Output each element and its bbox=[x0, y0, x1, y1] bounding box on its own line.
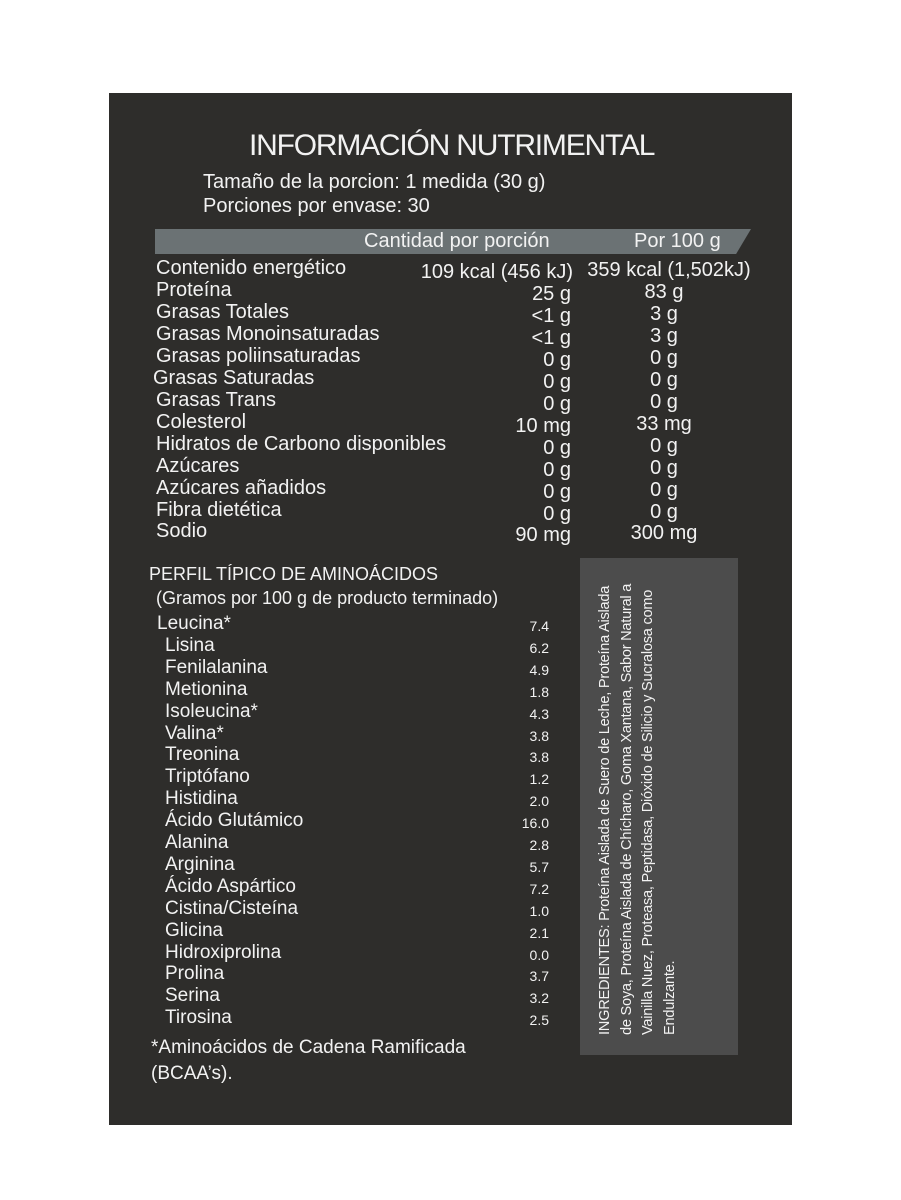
amino-value: 2.0 bbox=[529, 793, 549, 810]
nutrient-per-serving: 0 g bbox=[543, 503, 571, 525]
nutrient-per-serving: 0 g bbox=[543, 437, 571, 459]
serving-info bbox=[203, 170, 545, 218]
amino-name: Hidroxiprolina bbox=[165, 941, 282, 963]
nutrient-name: Contenido energético bbox=[156, 257, 347, 279]
nutrient-per-100g: 33 mg bbox=[636, 413, 692, 435]
nutrient-name: Sodio bbox=[156, 520, 208, 542]
nutrient-per-serving: 0 g bbox=[543, 481, 571, 503]
nutrient-per-100g: 0 g bbox=[650, 391, 678, 413]
amino-name: Serina bbox=[165, 985, 220, 1007]
amino-name: Arginina bbox=[165, 853, 235, 875]
amino-row bbox=[109, 613, 569, 635]
amino-value: 3.8 bbox=[529, 727, 549, 744]
nutrient-name: Azúcares añadidos bbox=[156, 477, 327, 499]
amino-row bbox=[109, 898, 569, 920]
nutrient-row bbox=[109, 345, 792, 371]
amino-value: 1.8 bbox=[529, 683, 549, 700]
amino-row bbox=[109, 854, 569, 876]
nutrient-row bbox=[109, 411, 792, 437]
amino-row bbox=[109, 985, 569, 1007]
amino-value: 6.2 bbox=[529, 639, 549, 656]
amino-value: 3.7 bbox=[529, 968, 549, 985]
nutrient-per-100g: 3 g bbox=[650, 325, 678, 347]
header-per-serving: Cantidad por porción bbox=[364, 230, 550, 252]
nutrient-row bbox=[109, 455, 792, 481]
amino-row bbox=[109, 788, 569, 810]
amino-name: Ácido Glutámico bbox=[165, 810, 304, 832]
amino-value: 7.4 bbox=[529, 618, 549, 634]
amino-value: 3.2 bbox=[529, 990, 549, 1007]
nutrient-row bbox=[109, 477, 792, 503]
amino-row bbox=[109, 1007, 569, 1029]
amino-value: 4.3 bbox=[529, 705, 549, 722]
nutrient-per-serving: 0 g bbox=[543, 371, 571, 393]
amino-row bbox=[109, 744, 569, 766]
amino-name: Glicina bbox=[165, 919, 224, 941]
nutrient-row bbox=[109, 520, 792, 546]
panel-title: INFORMACIÓN NUTRIMENTAL bbox=[249, 129, 655, 162]
nutrient-row bbox=[109, 301, 792, 327]
amino-row bbox=[109, 657, 569, 679]
amino-value: 4.9 bbox=[529, 661, 549, 678]
amino-value: 2.5 bbox=[529, 1012, 549, 1029]
amino-name: Metionina bbox=[165, 678, 248, 700]
amino-row bbox=[109, 679, 569, 701]
amino-name: Fenilalanina bbox=[165, 656, 268, 678]
nutrient-per-serving: 0 g bbox=[543, 349, 571, 371]
amino-name: Ácido Aspártico bbox=[165, 875, 296, 897]
nutrient-row bbox=[109, 433, 792, 459]
amino-value: 0.0 bbox=[529, 946, 549, 963]
bcaa-footnote: *Aminoácidos de Cadena Ramificada (BCAA’s). bbox=[151, 1037, 466, 1084]
ingredients-box bbox=[580, 558, 738, 1055]
amino-name: Isoleucina* bbox=[165, 700, 258, 722]
amino-row bbox=[109, 942, 569, 964]
nutrient-per-serving: 90 mg bbox=[515, 524, 571, 546]
nutrient-row bbox=[109, 279, 792, 305]
nutrient-per-100g: 0 g bbox=[650, 435, 678, 457]
amino-name: Treonina bbox=[165, 744, 240, 766]
amino-row bbox=[109, 635, 569, 657]
amino-name: Prolina bbox=[165, 963, 225, 985]
nutrient-name: Hidratos de Carbono disponibles bbox=[156, 433, 447, 455]
amino-value: 1.0 bbox=[529, 902, 549, 919]
nutrient-per-100g: 0 g bbox=[650, 501, 678, 523]
amino-heading: PERFIL TÍPICO DE AMINOÁCIDOS bbox=[149, 564, 439, 584]
amino-name: Lisina bbox=[165, 634, 215, 656]
amino-row bbox=[109, 766, 569, 788]
amino-row bbox=[109, 723, 569, 745]
nutrient-row bbox=[109, 257, 792, 283]
amino-value: 2.8 bbox=[529, 837, 549, 853]
amino-name: Cistina/Cisteína bbox=[165, 897, 299, 919]
nutrient-per-100g: 0 g bbox=[650, 457, 678, 479]
nutrient-name: Azúcares bbox=[156, 455, 240, 477]
nutrient-row bbox=[109, 367, 792, 393]
amino-subheading: (Gramos por 100 g de producto terminado) bbox=[156, 588, 499, 608]
nutrient-per-100g: 0 g bbox=[650, 479, 678, 501]
amino-value: 2.1 bbox=[529, 924, 549, 941]
nutrition-panel bbox=[109, 93, 792, 1125]
nutrient-per-serving: 0 g bbox=[543, 459, 571, 481]
nutrient-row bbox=[109, 499, 792, 525]
nutrient-name: Grasas Trans bbox=[156, 389, 277, 411]
nutrient-per-100g: 3 g bbox=[650, 303, 678, 325]
nutrient-per-serving: 0 g bbox=[543, 393, 571, 415]
nutrient-per-100g: 0 g bbox=[650, 369, 678, 391]
amino-row bbox=[109, 963, 569, 985]
amino-row bbox=[109, 876, 569, 898]
header-per-100g: Por 100 g bbox=[634, 230, 721, 252]
amino-name: Histidina bbox=[165, 788, 238, 810]
amino-value: 1.2 bbox=[529, 771, 549, 788]
nutrient-name: Colesterol bbox=[156, 411, 247, 433]
nutrient-per-100g: 359 kcal (1,502kJ) bbox=[587, 259, 751, 281]
nutrient-per-serving: 25 g bbox=[532, 283, 571, 305]
nutrient-name: Grasas Totales bbox=[156, 301, 290, 323]
amino-name: Alanina bbox=[165, 832, 229, 853]
amino-value: 5.7 bbox=[529, 858, 549, 875]
nutrient-per-100g: 0 g bbox=[650, 347, 678, 369]
nutrient-per-serving: 10 mg bbox=[515, 415, 571, 437]
nutrient-per-100g: 83 g bbox=[644, 281, 684, 303]
amino-value: 7.2 bbox=[529, 880, 549, 897]
amino-name: Valina* bbox=[165, 722, 224, 744]
nutrient-row bbox=[109, 389, 792, 415]
ingredients-text: INGREDIENTES: Proteína Aislada de Suero de Leche, Proteína Aislada de Soya, Proteína Aislada de Chícharo, Goma Xantana, Sabor Natural a Vainilla Nuez, Proteasa, Peptidasa, Dióxido de Silicio y Sucralosa como Endulzante. bbox=[597, 583, 678, 1035]
nutrient-per-serving: 109 kcal (456 kJ) bbox=[420, 261, 573, 283]
nutrient-per-serving: <1 g bbox=[531, 305, 571, 327]
amino-row bbox=[109, 701, 569, 723]
amino-name: Tirosina bbox=[165, 1007, 232, 1029]
amino-value: 16.0 bbox=[521, 815, 549, 832]
nutrient-name: Fibra dietética bbox=[156, 499, 282, 521]
nutrient-name: Grasas poliinsaturadas bbox=[156, 345, 361, 367]
servings-per-container: Porciones por envase: 30 bbox=[203, 195, 430, 217]
nutrient-name: Grasas Saturadas bbox=[153, 367, 315, 389]
nutrient-name: Proteína bbox=[156, 279, 232, 301]
nutrient-row bbox=[109, 323, 792, 349]
amino-row bbox=[109, 920, 569, 942]
amino-name: Triptófano bbox=[165, 766, 250, 788]
amino-row bbox=[109, 832, 569, 854]
amino-row bbox=[109, 810, 569, 832]
amino-name: Leucina* bbox=[157, 613, 231, 634]
amino-value: 3.8 bbox=[529, 749, 549, 766]
nutrient-per-100g: 300 mg bbox=[630, 522, 698, 544]
nutrient-name: Grasas Monoinsaturadas bbox=[156, 323, 380, 345]
nutrient-per-serving: <1 g bbox=[531, 327, 571, 349]
serving-size: Tamaño de la porcion: 1 medida (30 g) bbox=[203, 171, 546, 193]
